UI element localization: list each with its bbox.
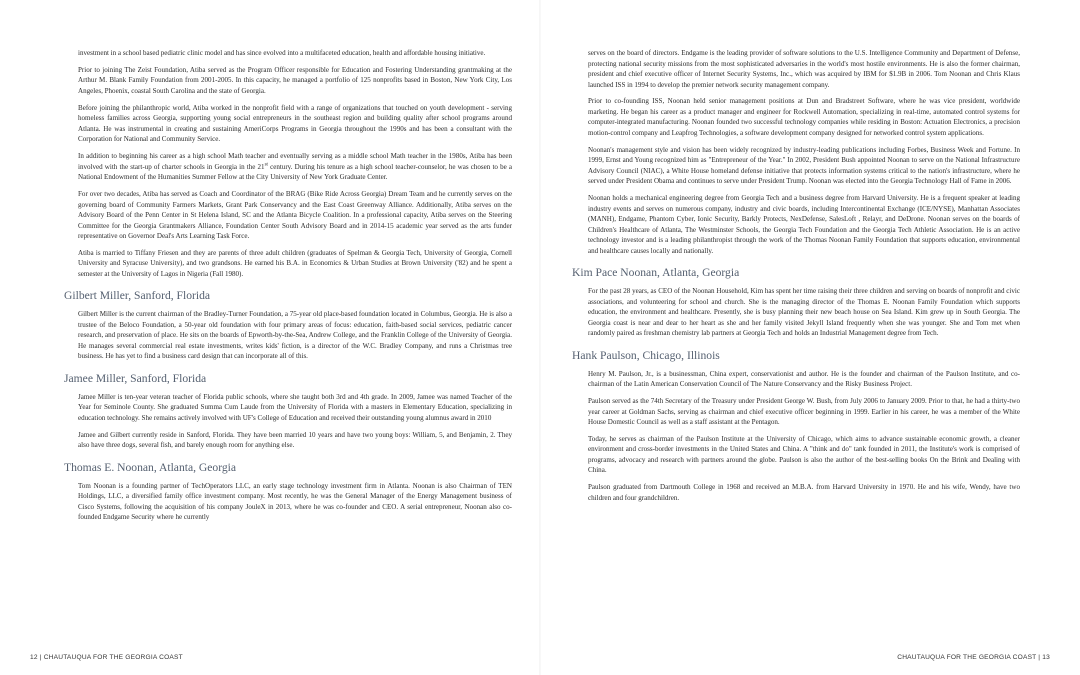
bio-paragraph: Noonan holds a mechanical engineering degree from Georgia Tech and a business degree from Harvard University. He is a frequent speaker at leading industry events and serves on numerous company, industry and civic boards, including Intercontinental Exchange (ICE/NYSE), Manhattan Associates (MANH), Endgame, Phantom Cyber, Ionic Security, Barkly Protects, NexDefense, SalesLoft , Relayr, and DeDrone. Noonan serves on the boards of Children's Healthcare of Atlanta, The Westminster Schools, the Georgia Tech Foundation and the Georgia Tech Athletic Association. He is an active technology investor and is a leading philanthropist through the work of the Thomas Noonan Family Foundation that supports education, environmental and healthcare causes locally and nationally. [588,194,1020,255]
bio-paragraph: investment in a school based pediatric clinic model and has since evolved into a multifaceted education, health and affordable housing initiative. [78,49,486,57]
bio-paragraph: Today, he serves as chairman of the Paulson Institute at the University of Chicago, which aims to advance sustainable economic growth, a cleaner environment and cross-border investments in the United States and China. A "think and do" tank founded in 2011, the Institute's work is comprised of programs, advocacy and research with partners around the globe. Paulson is also the author of the best-selling books On the Brink and Dealing with China. [588,434,1020,475]
bio-paragraph: Jamee and Gilbert currently reside in Sanford, Florida. They have been married 10 years and have two young boys: William, 5, and Benjamin, 2. They also have three dogs, several fish, and barely enough room for anything else. [78,430,512,450]
right-page-column [572,48,1020,510]
bio-paragraph: Paulson served as the 74th Secretary of the Treasury under President George W. Bush, from July 2006 to January 2009. Prior to that, he had a thirty-two year career at Goldman Sachs, serving as chairman and chief executive officer beginning in 1999. Earlier in his career, he was a member of the White House Domestic Council as well as a staff assistant at the Pentagon. [588,397,1020,427]
thomas-bio [78,481,512,523]
atiba-bio-continued [78,48,512,279]
jamee-bio [78,392,512,451]
bio-paragraph [78,151,512,183]
person-heading: Hank Paulson, Chicago, Illinois [572,348,720,362]
thomas-bio-continued [588,48,1020,256]
bio-paragraph: Tom Noonan is a founding partner of TechOperators LLC, an early stage technology investment firm in Atlanta. Noonan is also Chairman of TEN Holdings, LLC, a diversified family office investment company. Most recently, he was the General Manager of the Energy Management business of Cisco Systems, following the acquisition of his company JouleX in 2013, where he was co-founder and CEO. A serial entrepreneur, Noonan also co-founded Endgame Security where he currently [78,481,512,522]
bio-paragraph: Henry M. Paulson, Jr., is a businessman, China expert, conservationist and author. He is the founder and chairman of the Paulson Institute, and co-chairman of the Latin American Conservation Council of The Nature Conservancy and the Risky Business Project. [588,369,1020,389]
left-page-column [64,48,512,529]
bio-paragraph: Before joining the philanthropic world, Atiba worked in the nonprofit field with a range of organizations that touched on youth development - serving homeless families across Georgia, supporting young social entrepreneurs in the southeast region and building quality after school programs around Atlanta. He was instrumental in creating and sustaining AmeriCorps Programs in Georgia throughout the 1990s and has been a consultant with the Corporation for National and Community Service. [78,103,512,144]
page-footer-right: CHAUTAUQUA FOR THE GEORGIA COAST | 13 [897,654,1050,661]
bio-paragraph: For the past 28 years, as CEO of the Noonan Household, Kim has spent her time raising their three children and serving on boards of nonprofit and civic associations, and volunteering for school and church. She is the managing director of the Thomas E. Noonan Family Foundation which supports education, the environment and healthcare. Presently, she is busy planning their new beach house on Sea Island. Kim grew up in South Georgia. The Georgia coast is near and dear to her heart as she and her family visited Jekyll Island frequently when she was younger. She and Tom met when randomly paired as freshman chemistry lab partners at Georgia Tech and holds an Industrial Management degree from Tech. [588,287,1020,338]
person-heading: Kim Pace Noonan, Atlanta, Georgia [572,266,740,280]
person-heading: Jamee Miller, Sanford, Florida [64,371,207,385]
bio-paragraph: For over two decades, Atiba has served as Coach and Coordinator of the BRAG (Bike Ride Across Georgia) Dream Team and he currently serves on the governing board of Community Farmers Markets, Grant Park Conservancy and the East Coast Greenway Alliance. Additionally, Atiba serves on the Advisory Board of the Penn Center in St Helena Island, SC and the Atlanta Bicycle Coalition. In a professional capacity, Atiba serves on the Steering Committee for the Georgia Grantmakers Alliance, Foundation Center South Advisory Board and in 2014-15 academic year served as the arts funder representative on Governor Deal's Arts Learning Task Force. [78,190,512,241]
bio-text: century. During his tenure as a high school teacher-counselor, he was chosen to be a National Endowment of the Humanities Summer Fellow at the City University of New York Graduate Center. [78,162,512,182]
page-gutter [539,0,541,675]
bio-paragraph: Prior to joining The Zeist Foundation, Atiba served as the Program Officer responsible for Education and Fostering Understanding grantmaking at the Arthur M. Blank Family Foundation from 2001-2005. In this capacity, he managed a portfolio of 125 nonprofits based in Boston, New York City, Los Angeles, Phoenix, coastal South Carolina and the state of Georgia. [78,65,512,95]
bio-paragraph: Paulson graduated from Dartmouth College in 1968 and received an M.B.A. from Harvard University in 1970. He and his wife, Wendy, have two children and four grandchildren. [588,483,1020,502]
kim-bio [588,286,1020,339]
ordinal-suffix: st [264,162,268,168]
bio-paragraph: Noonan's management style and vision has been widely recognized by industry-leading publications including Forbes, Business Week and Fortune. In 1999, Ernst and Young recognized him as "Entrepreneur of the Year." In 2002, President Bush appointed Noonan to serve on the National Infrastructure Advisory Council (NIAC), a White House homeland defense initiative that protects information systems critical to the nation's infrastructure, where he served under President Obama and continues to serve under President Trump. Noonan was elected into the Georgia Technology Hall of Fame in 2006. [588,145,1020,186]
bio-paragraph: Gilbert Miller is the current chairman of the Bradley-Turner Foundation, a 75-year old place-based foundation located in Columbus, Georgia. He is also a trustee of the Beloco Foundation, a 50-year old foundation with four primary areas of focus: education, faith-based social services, pediatric cancer research, and preservation of place. He sits on the boards of Epworth-by-the-Sea, Andrew College, and the Franklin College of the University of Georgia. He manages several commercial real estate investments, writes kids' fiction, is a director of the W.C. Bradley Company, and runs a Christmas tree business. He has yet to find a business card design that can incorporate all of this. [78,310,512,361]
person-heading: Thomas E. Noonan, Atlanta, Georgia [64,460,237,474]
bio-text: In addition to beginning his career as a high school Math teacher and eventually serving as a middle school Math teacher in the 1980s, Atiba has been involved with the start-up of charter schools in Georgia in the 21 [78,152,512,171]
gilbert-bio [78,309,512,362]
bio-paragraph: serves on the board of directors. Endgame is the leading provider of software solutions to the U.S. Intelligence Community and Department of Defense, protecting national security missions from the most sophisticated adversaries in the world's most hostile environments. He is also the former chairman, president and chief executive officer of Internet Security Systems, Inc., which was acquired by IBM for $1.9B in 2006. Tom Noonan and Chris Klaus launched ISS in 1994 to develop the premier network security management company. [588,49,1020,89]
bio-paragraph: Atiba is married to Tiffany Friesen and they are parents of three adult children (graduates of Spelman & Georgia Tech, University of Georgia, Cornell University and Syracuse University), and two grandsons. He earned his B.A. in Economics & Urban Studies at Brown University ('82) and he spent a semester at the University of Lagos in Nigeria (Fall 1980). [78,248,512,278]
page-footer-left: 12 | CHAUTAUQUA FOR THE GEORGIA COAST [30,654,183,661]
bio-paragraph: Jamee Miller is ten-year veteran teacher of Florida public schools, where she taught both 3rd and 4th grade. In 2009, Jamee was named Teacher of the Year for Seminole County. She graduated Summa Cum Laude from the University of Florida with a masters in Elementary Education, specializing in education technology. She remains actively involved with UF's College of Education and received their outstanding young alumnus award in 2010 [78,392,512,422]
person-heading: Gilbert Miller, Sanford, Florida [64,289,211,303]
bio-paragraph: Prior to co-founding ISS, Noonan held senior management positions at Dun and Bradstreet Software, where he was vice president, worldwide marketing. He began his career as a product manager and engineer for Rockwell Automation, specializing in real-time, automated control systems for computer-integrated manufacturing. Noonan founded two successful technology companies while residing in Boston: Actuation Electronics, a precision motion-control company and Leapfrog Technologies, a software development company designed for networked control system applications. [588,97,1020,137]
hank-bio [588,369,1020,504]
